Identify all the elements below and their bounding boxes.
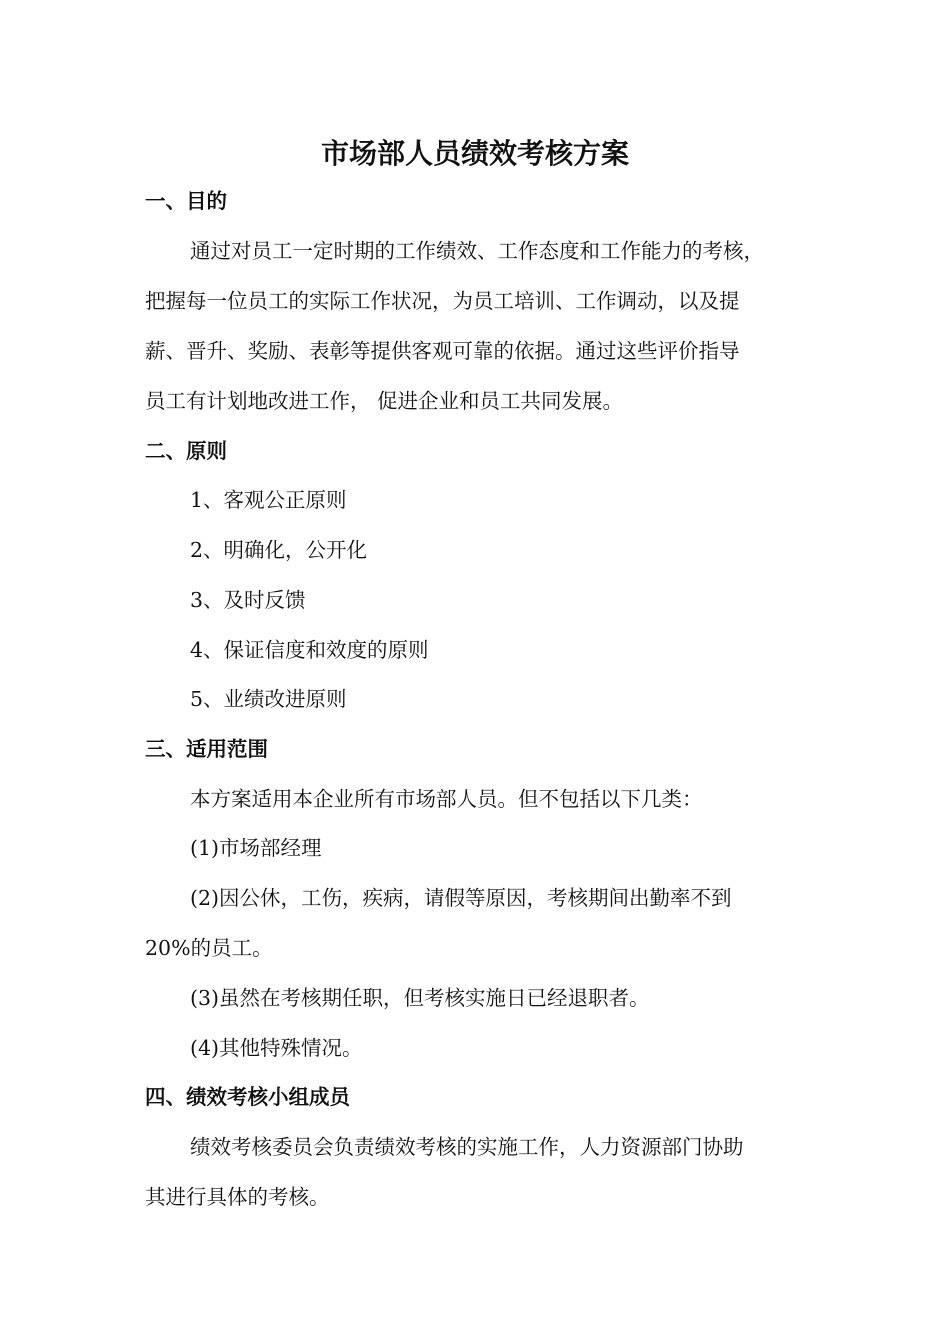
paragraph-line: 把握每一位员工的实际工作状况，为员工培训、工作调动，以及提 (145, 289, 740, 313)
list-item: (2)因公休，工伤，疾病，请假等原因，考核期间出勤率不到 (190, 886, 732, 910)
list-item: 1、客观公正原则 (190, 488, 347, 512)
section-heading-members: 四、绩效考核小组成员 (145, 1085, 350, 1109)
list-item: 2、明确化，公开化 (190, 538, 368, 562)
paragraph-line: 20%的员工。 (145, 936, 273, 960)
section-heading-scope: 三、适用范围 (145, 737, 268, 761)
document-title: 市场部人员绩效考核方案 (320, 137, 629, 170)
paragraph-line: 薪、晋升、奖励、表彰等提供客观可靠的依据。通过这些评价指导 (145, 339, 740, 363)
paragraph-line: 绩效考核委员会负责绩效考核的实施工作，人力资源部门协助 (190, 1135, 744, 1159)
list-item: 5、业绩改进原则 (190, 687, 347, 711)
paragraph-line: 员工有计划地改进工作， 促进企业和员工共同发展。 (145, 389, 624, 413)
section-heading-purpose: 一、目的 (145, 189, 227, 213)
paragraph-line: 本方案适用本企业所有市场部人员。但不包括以下几类： (190, 787, 703, 811)
paragraph-line: 其进行具体的考核。 (145, 1185, 330, 1209)
list-item: (4)其他特殊情况。 (190, 1036, 363, 1060)
list-item: 3、及时反馈 (190, 588, 306, 612)
list-item: (1)市场部经理 (190, 836, 322, 860)
paragraph-line: 通过对员工一定时期的工作绩效、工作态度和工作能力的考核， (190, 239, 764, 263)
section-heading-principles: 二、原则 (145, 439, 227, 463)
list-item: (3)虽然在考核期任职，但考核实施日已经退职者。 (190, 986, 650, 1010)
list-item: 4、保证信度和效度的原则 (190, 638, 429, 662)
